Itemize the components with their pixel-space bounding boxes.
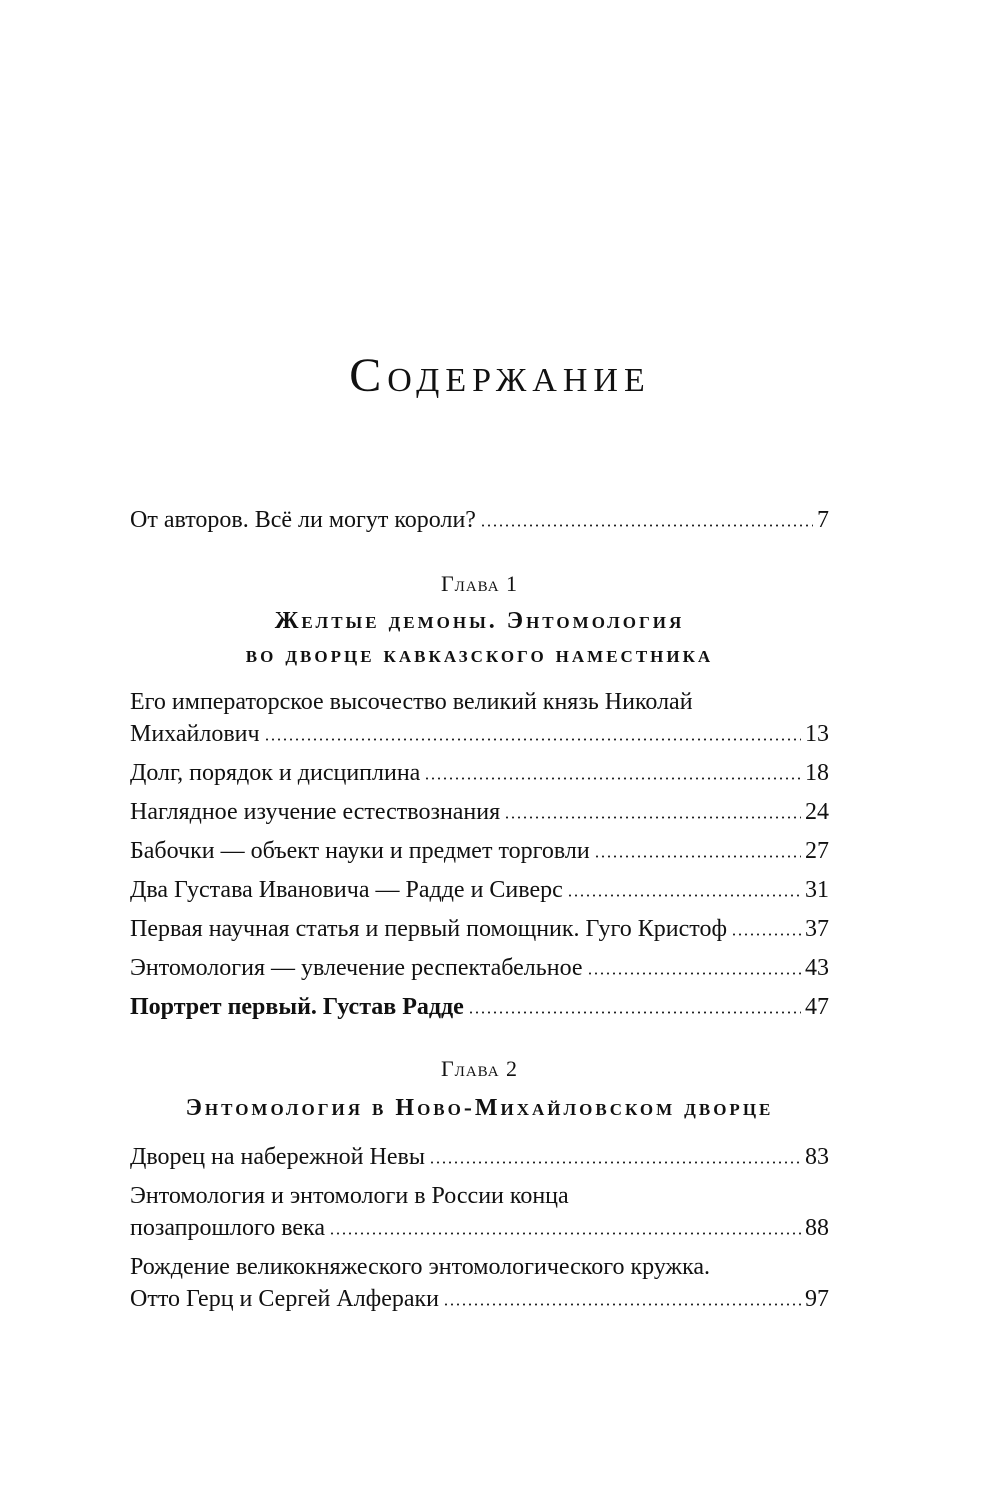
toc-entry-page: 47 [805,994,829,1020]
toc-entry[interactable] [130,1251,829,1315]
toc-entry[interactable] [130,835,829,867]
toc-entry-page: 37 [805,916,829,942]
toc-entry-title-line-1: Его императорское высочество великий князь Николай [130,689,693,715]
toc-entry[interactable] [130,874,829,906]
toc-entry-title-line-2: Отто Герц и Сергей Алфераки [130,1286,440,1312]
page-title: Содержание [349,349,651,402]
chapter-1-title-line-1: Желтые демоны. Энтомология [274,608,685,634]
toc-entry-title: От авторов. Всё ли могут короли? [130,507,476,533]
toc-entry-title-line-1: Энтомология и энтомологи в России конца [130,1183,569,1209]
toc-entry-page: 43 [805,955,829,981]
toc-entry-page: 27 [805,838,829,864]
toc-entry-title: Два Густава Ивановича — Радде и Сиверс [130,877,563,903]
toc-entry-title: Дворец на набережной Невы [130,1144,425,1170]
toc-entry-title: Бабочки — объект науки и предмет торговли [130,838,590,864]
toc-entry-page: 13 [805,721,829,747]
toc-entry-page: 88 [805,1215,829,1241]
toc-entry-page: 24 [805,799,829,825]
toc-entry-title: Наглядное изучение естествознания [130,799,501,825]
toc-entry-title: Энтомология — увлечение респектабельное [130,955,583,981]
dot-leader [468,1009,801,1016]
chapter-1-label: Глава 1 [440,571,519,596]
toc-entry[interactable] [130,686,829,750]
toc-entry[interactable] [130,952,829,984]
dot-leader [480,522,813,529]
dot-leader [424,775,801,782]
toc-entry[interactable] [130,757,829,789]
toc-entry-portrait[interactable] [130,991,829,1023]
dot-leader [731,931,801,938]
toc-entry[interactable] [130,913,829,945]
toc-entry-title-line-1: Рождение великокняжеского энтомологического кружка. [130,1254,711,1280]
toc-entry[interactable] [130,1180,829,1244]
dot-leader [429,1159,801,1166]
toc-entry[interactable] [130,796,829,828]
toc-entry-page: 7 [817,507,829,533]
toc-entry-page: 97 [805,1286,829,1312]
dot-leader [504,814,801,821]
chapter-1-title-line-2: во дворце кавказского наместника [245,642,714,668]
dot-leader [567,892,801,899]
toc-entry-title-line-2: позапрошлого века [130,1215,325,1241]
toc-entry-title-line-2: Михайлович [130,721,260,747]
dot-leader [594,853,801,860]
dot-leader [443,1301,801,1308]
dot-leader [587,970,801,977]
toc-entry[interactable] [130,1141,829,1173]
chapter-2-title: Энтомология в Ново-Михайловском дворце [185,1095,774,1121]
toc-entry-title: Долг, порядок и дисциплина [130,760,421,786]
table-of-contents [130,504,829,1315]
toc-entry-page: 18 [805,760,829,786]
toc-entry-page: 31 [805,877,829,903]
toc-entry-page: 83 [805,1144,829,1170]
toc-entry-title: Первая научная статья и первый помощник. Гуго Кристоф [130,916,727,942]
toc-entry-intro[interactable] [130,504,829,536]
toc-entry-title: Портрет первый. Густав Радде [130,994,464,1020]
chapter-2-label: Глава 2 [440,1056,519,1081]
dot-leader [264,736,801,743]
dot-leader [329,1230,801,1237]
